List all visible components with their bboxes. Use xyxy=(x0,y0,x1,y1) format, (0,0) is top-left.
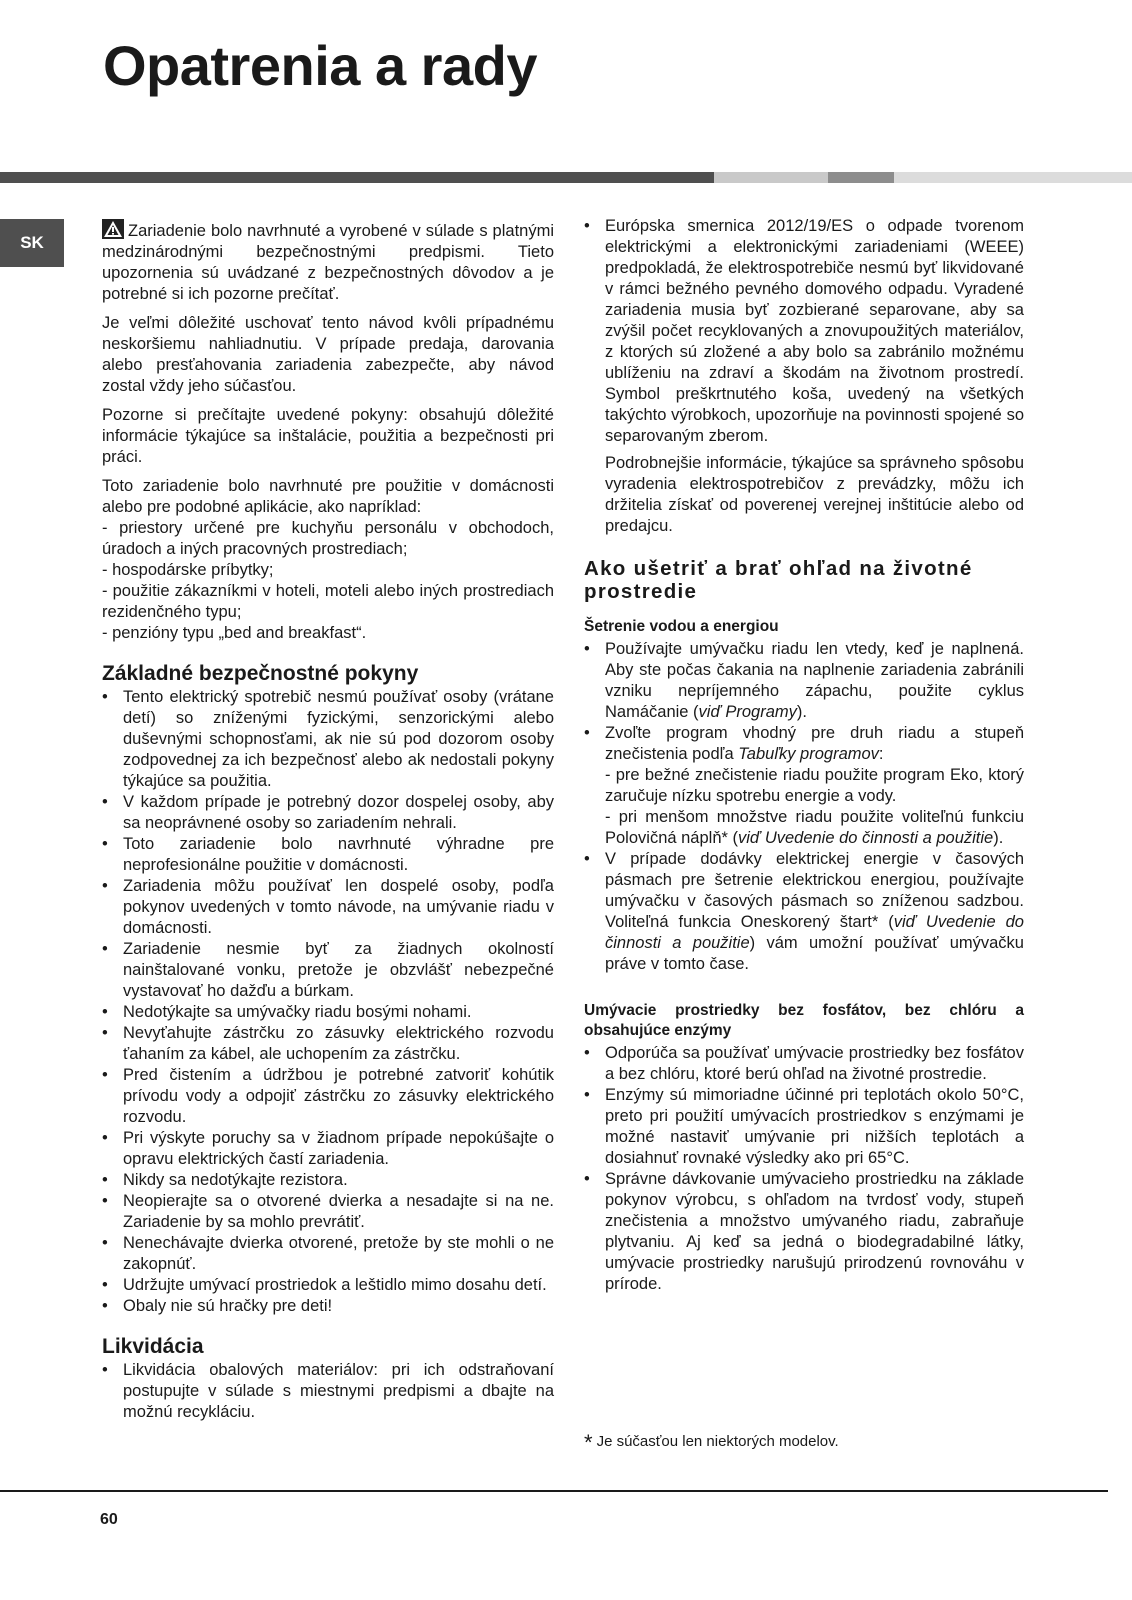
list-item: • Udržujte umývací prostriedok a leštidlo mimo dosahu detí. xyxy=(102,1275,554,1296)
detergent-heading: Umývacie prostriedky bez fosfátov, bez chlóru a obsahujúce enzýmy xyxy=(584,1002,1024,1039)
page-title: Opatrenia a rady xyxy=(103,34,537,97)
list-item: • Pri výskyte poruchy sa v žiadnom prípade nepokúšajte o opravu elektrických častí zariadenia. xyxy=(102,1128,554,1170)
list-item: • Nenechávajte dvierka otvorené, pretože by ste mohli o ne zakopnúť. xyxy=(102,1233,554,1275)
header-bar-mid xyxy=(828,172,894,183)
list-item: • Zariadenia môžu používať len dospelé osoby, podľa pokynov uvedených v tomto návode, na umývanie riadu v domácnosti. xyxy=(102,876,554,939)
list-item: • Odporúča sa používať umývacie prostriedky bez fosfátov a bez chlóru, ktoré berú ohľad na životné prostredie. xyxy=(584,1043,1024,1085)
eco-heading: Ako ušetriť a brať ohľad na životné prostredie xyxy=(584,557,973,603)
list-item: • Správne dávkovanie umývacieho prostriedku na základe pokynov výrobcu, s ohľadom na tvrdosť vody, stupeň znečistenia a množstvo umývaného riadu, zabraňuje plytvaniu. Aj keď sa jedná o biodegradabilné látky, umývacie prostriedky narušujú prirodzenú rovnováhu v prírode. xyxy=(584,1169,1024,1295)
disposal-list xyxy=(102,1360,554,1423)
intro-paragraph-1: Zariadenie bolo navrhnuté a vyrobené v súlade s platnými medzinárodnými bezpečnostnými predpismi. Tieto upozornenia sú uvádzané z bezpečnostných dôvodov a je potrebné si ich pozorne prečítať. xyxy=(102,219,554,305)
weee-list xyxy=(584,216,1024,447)
list-item: • Likvidácia obalových materiálov: pri ich odstraňovaní postupujte v súlade s miestnymi predpismi a dbajte na možnú recykláciu. xyxy=(102,1360,554,1423)
household-item: - penzióny typu „bed and breakfast“. xyxy=(102,624,367,642)
water-heading: Šetrenie vodou a energiou xyxy=(584,618,779,635)
sub-item: - pre bežné znečistenie riadu použite program Eko, ktorý zaručuje nízku spotrebu energie a vody. xyxy=(605,766,1024,805)
right-column xyxy=(584,216,1024,1295)
language-tab: SK xyxy=(0,219,64,267)
list-item: • Tento elektrický spotrebič nesmú používať osoby (vrátane detí) so zníženými fyzickými, senzorickými alebo duševnými schopnosťami, ak nie sú pod dozorom osoby zodpovednej za ich bezpečnosť alebo ak nedostali pokyny týkajúce sa použitia. xyxy=(102,687,554,792)
list-item: • Používajte umývačku riadu len vtedy, keď je naplnená. Aby ste počas čakania na naplnenie zariadenia zabránili vzniku nepríjemného zápachu, použite cyklus Namáčanie (viď Programy). xyxy=(584,639,1024,723)
household-item: - priestory určené pre kuchyňu personálu v obchodoch, úradoch a iných pracovných prostrediach; xyxy=(102,519,554,558)
footnote-star: * xyxy=(584,1430,593,1455)
intro-paragraph-2: Je veľmi dôležité uschovať tento návod kvôli prípadnému neskoršiemu nahliadnutiu. V prípade predaja, darovania alebo presťahovania zariadenia zabezpečte, aby návod zostal vždy jeho súčasťou. xyxy=(102,314,554,395)
intro-paragraph-3: Pozorne si prečítajte uvedené pokyny: obsahujú dôležité informácie týkajúce sa inštalácie, použitia a bezpečnosti pri práci. xyxy=(102,406,554,466)
sub-item: - pri menšom množstve riadu použite voliteľnú funkciu Polovičná náplň* (viď Uvedenie do činnosti a použitie). xyxy=(605,808,1024,847)
disposal-heading: Likvidácia xyxy=(102,1335,204,1358)
left-column xyxy=(102,219,554,1423)
list-item: • Zvoľte program vhodný pre druh riadu a stupeň znečistenia podľa Tabuľky programov: - pre bežné znečistenie riadu použite program Eko, ktorý zaručuje nízku spotrebu energie a vody. - pri menšom množstve riadu použite voliteľnú funkciu Polovičná náplň* (viď Uvedenie do činnosti a použitie). xyxy=(584,723,1024,849)
footnote xyxy=(584,1430,839,1456)
household-intro: Toto zariadenie bolo navrhnuté pre použitie v domácnosti alebo pre podobné aplikácie, ako napríklad: xyxy=(102,477,554,516)
list-item: • V prípade dodávky elektrickej energie v časových pásmach pre šetrenie elektrickou energiou, používajte umývačku v časových pásmach so zníženou sadzbou. Voliteľná funkcia Oneskorený štart* (viď Uvedenie do činnosti a použitie) vám umožní používať umývačku práve v tomto čase. xyxy=(584,849,1024,975)
footer-rule xyxy=(0,1490,1108,1492)
list-item: • Enzýmy sú mimoriadne účinné pri teplotách okolo 50°C, preto pri použití umývacích prostriedkov s enzýmami je možné nastaviť umývanie pri nižších teplotách a dosiahnuť rovnaké výsledky ako pri 65°C. xyxy=(584,1085,1024,1169)
warning-triangle-icon xyxy=(102,219,124,239)
household-item: - použitie zákazníkmi v hoteli, moteli alebo iných prostrediach rezidenčného typu; xyxy=(102,582,554,621)
list-item: • Obaly nie sú hračky pre deti! xyxy=(102,1296,554,1317)
detergent-list xyxy=(584,1043,1024,1295)
header-bar-dark xyxy=(0,172,714,183)
header-bar-light xyxy=(714,172,828,183)
list-item: • V každom prípade je potrebný dozor dospelej osoby, aby sa neoprávnené osoby so zariadením nehrali. xyxy=(102,792,554,834)
list-item: • Nedotýkajte sa umývačky riadu bosými nohami. xyxy=(102,1002,554,1023)
page-number: 60 xyxy=(100,1511,118,1528)
safety-heading: Základné bezpečnostné pokyny xyxy=(102,662,419,685)
list-item: • Toto zariadenie bolo navrhnuté výhradne pre neprofesionálne použitie v domácnosti. xyxy=(102,834,554,876)
list-item: • Neopierajte sa o otvorené dvierka a nesadajte si na ne. Zariadenie by sa mohlo prevrátiť. xyxy=(102,1191,554,1233)
list-item: • Nikdy sa nedotýkajte rezistora. xyxy=(102,1170,554,1191)
household-item: - hospodárske príbytky; xyxy=(102,561,274,579)
list-item: • Pred čistením a údržbou je potrebné zatvoriť kohútik prívodu vody a odpojiť zástrčku zo zásuvky elektrického rozvodu. xyxy=(102,1065,554,1128)
list-item: • Európska smernica 2012/19/ES o odpade tvorenom elektrickými a elektronickými zariadeniami (WEEE) predpokladá, že elektrospotrebiče nesmú byť likvidované v rámci bežného pevného domového odpadu. Vyradené zariadenia musia byť zozbierané separovane, aby sa zvýšil počet recyklovaných a znovupoužitých materiálov, z ktorých sú zložené a aby bolo sa zabránilo možnému ublíženiu na zdraví a škodám na životnom prostredí. Symbol preškrtnutého koša, uvedený na všetkých takýchto výrobkoch, upozorňuje na povinnosti spojené so separovaným zberom. xyxy=(584,216,1024,447)
footnote-text: Je súčasťou len niektorých modelov. xyxy=(596,1433,839,1450)
header-bar-pale xyxy=(894,172,1132,183)
list-item: • Zariadenie nesmie byť za žiadnych okolností nainštalované vonku, pretože je obzvlášť nebezpečné vystavovať ho dažďu a búrkam. xyxy=(102,939,554,1002)
list-item: • Nevyťahujte zástrčku zo zásuvky elektrického rozvodu ťahaním za kábel, ale uchopením za zástrčku. xyxy=(102,1023,554,1065)
safety-list xyxy=(102,687,554,1317)
weee-more-paragraph: Podrobnejšie informácie, týkajúce sa správneho spôsobu vyradenia elektrospotrebičov z prevádzky, môžu ich držitelia získať od poverenej verejnej inštitúcie alebo od predajcu. xyxy=(605,454,1024,535)
water-list xyxy=(584,639,1024,975)
